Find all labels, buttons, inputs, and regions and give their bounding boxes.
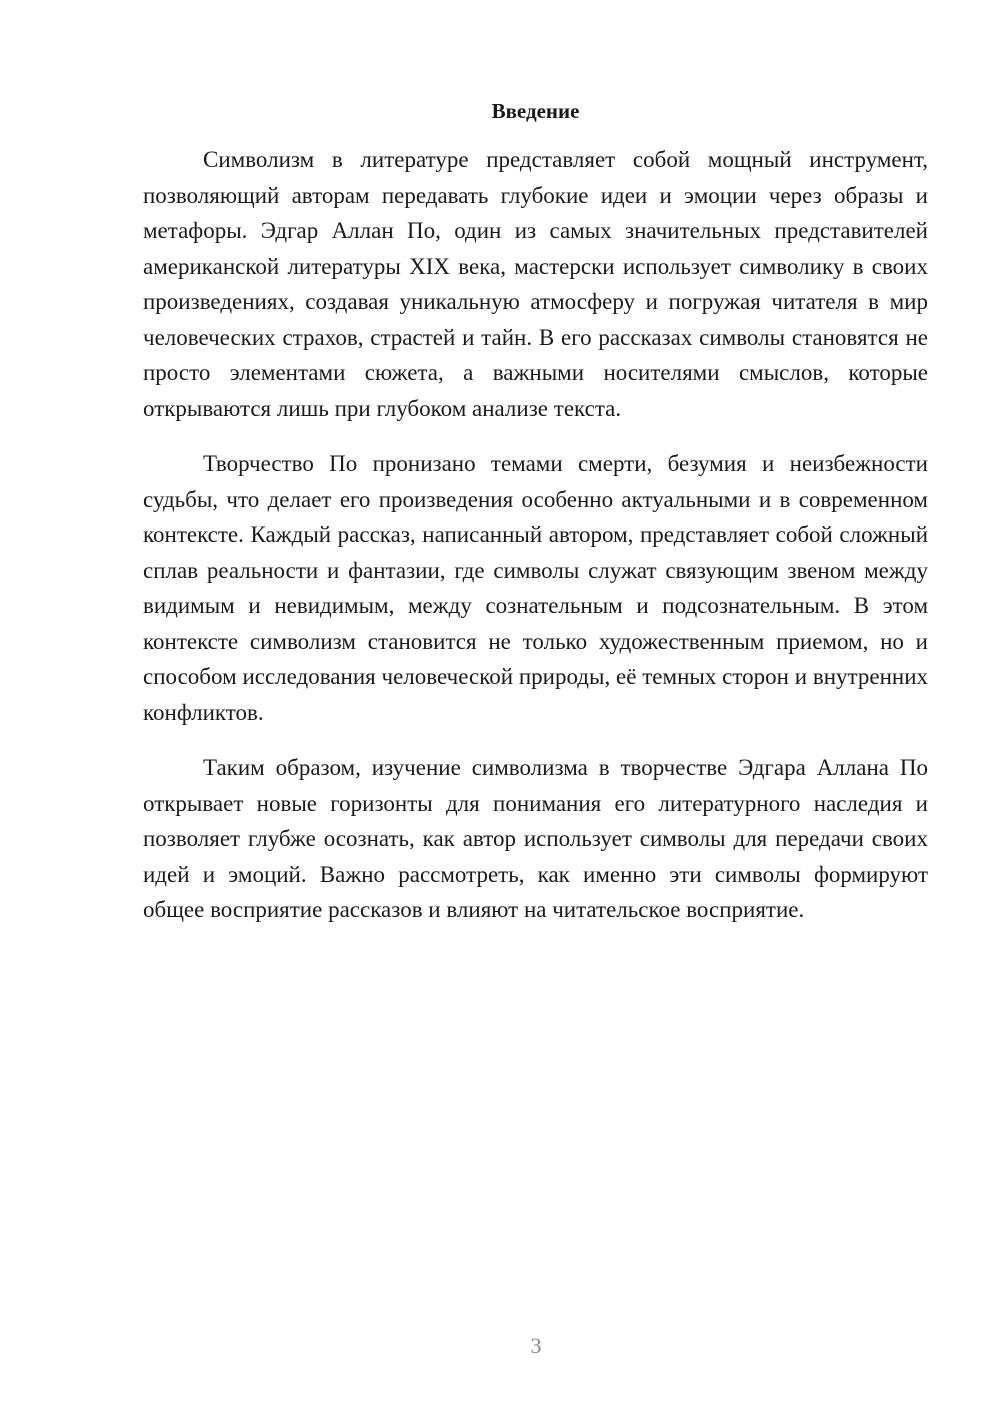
paragraph: Таким образом, изучение символизма в творчестве Эдгара Аллана По открывает новые горизонты для понимания его литературного наследия и позволяет глубже осознать, как автор использует символы для передачи своих идей и эмоций. Важно рассмотреть, как именно эти символы формируют общее восприятие рассказов и влияют на читательское восприятие.: [143, 755, 928, 922]
section-heading: Введение: [491, 99, 580, 123]
page-number: 3: [530, 1333, 542, 1358]
paragraph: Творчество По пронизано темами смерти, безумия и неизбежности судьбы, что делает его произведения особенно актуальными и в современном контексте. Каждый рассказ, написанный автором, представляет собой сложный сплав реальности и фантазии, где символы служат связующим звеном между видимым и невидимым, между сознательным и подсознательным. В этом контексте символизм становится не только художественным приемом, но и способом исследования человеческой природы, её темных сторон и внутренних конфликтов.: [143, 451, 928, 725]
paragraph: Символизм в литературе представляет собой мощный инструмент, позволяющий авторам передавать глубокие идеи и эмоции через образы и метафоры. Эдгар Аллан По, один из самых значительных представителей американской литературы XIX века, мастерски использует символику в своих произведениях, создавая уникальную атмосферу и погружая читателя в мир человеческих страхов, страстей и тайн. В его рассказах символы становятся не просто элементами сюжета, а важными носителями смыслов, которые открываются лишь при глубоком анализе текста.: [143, 147, 928, 421]
body-text: [143, 142, 928, 948]
